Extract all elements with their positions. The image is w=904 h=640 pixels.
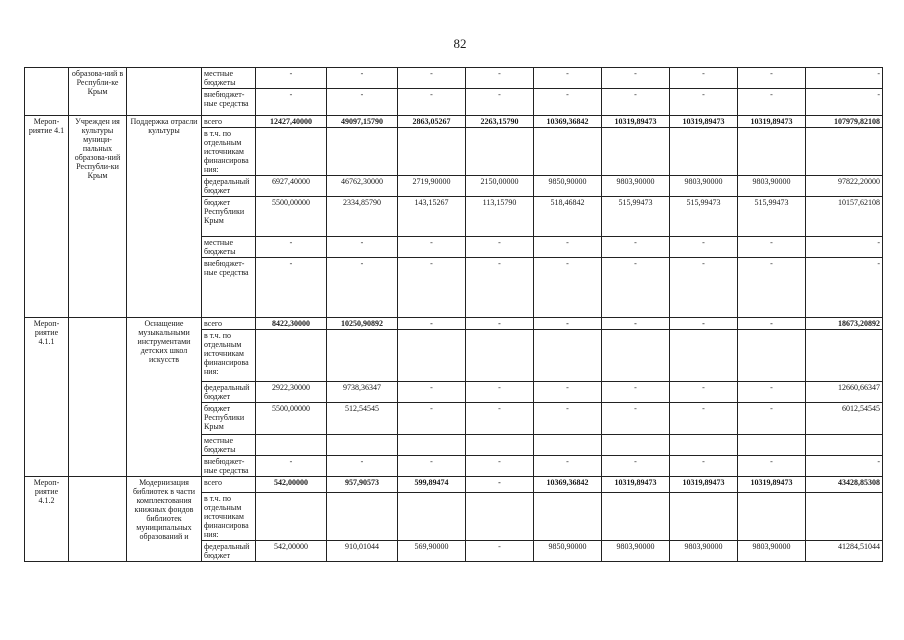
amount-cell: 569,90000 — [398, 541, 466, 562]
amount-cell: - — [466, 68, 534, 89]
amount-cell: 512,54545 — [327, 403, 398, 435]
amount-cell: - — [738, 258, 806, 318]
amount-cell — [398, 330, 466, 382]
amount-cell — [327, 493, 398, 541]
amount-cell: - — [466, 258, 534, 318]
amount-cell: - — [670, 89, 738, 116]
funding-source: местные бюджеты — [202, 237, 256, 258]
amount-cell — [256, 493, 327, 541]
amount-cell: - — [738, 68, 806, 89]
amount-cell: - — [534, 456, 602, 477]
amount-cell: 542,00000 — [256, 541, 327, 562]
activity-name: Мероп-риятие 4.1 — [25, 116, 69, 318]
amount-cell: 10319,89473 — [602, 116, 670, 128]
amount-cell — [738, 330, 806, 382]
amount-cell: 515,99473 — [602, 197, 670, 237]
amount-cell: - — [327, 68, 398, 89]
amount-cell: 143,15267 — [398, 197, 466, 237]
amount-cell — [806, 330, 883, 382]
funding-source: в т.ч. по отдельным источникам финансирова ния: — [202, 330, 256, 382]
amount-cell: 9803,90000 — [602, 176, 670, 197]
amount-cell: 2150,00000 — [466, 176, 534, 197]
amount-cell: - — [398, 237, 466, 258]
page-number: 82 — [453, 36, 467, 51]
amount-cell — [534, 493, 602, 541]
amount-cell — [398, 128, 466, 176]
amount-cell: 46762,30000 — [327, 176, 398, 197]
amount-cell: 2863,05267 — [398, 116, 466, 128]
amount-cell: - — [602, 403, 670, 435]
amount-cell: - — [327, 456, 398, 477]
activity-executor: Учрежден ия культуры муници-пальных образова-ний Республи-ки Крым — [69, 116, 127, 318]
activity-executor: образова-ний в Республи-ке Крым — [69, 68, 127, 116]
amount-cell: 9738,36347 — [327, 382, 398, 403]
amount-cell: - — [398, 89, 466, 116]
table-row — [25, 477, 883, 493]
amount-cell: 9850,90000 — [534, 176, 602, 197]
amount-cell: - — [670, 237, 738, 258]
amount-cell: - — [398, 318, 466, 330]
amount-cell: - — [466, 541, 534, 562]
activity-task: Модернизация библиотек в части комплектования книжных фондов библиотек муниципальных образований и — [127, 477, 202, 562]
amount-cell: - — [466, 456, 534, 477]
amount-cell: 9850,90000 — [534, 541, 602, 562]
amount-cell: - — [806, 237, 883, 258]
amount-cell: 542,00000 — [256, 477, 327, 493]
amount-cell: 41284,51044 — [806, 541, 883, 562]
amount-cell: - — [670, 68, 738, 89]
amount-cell — [327, 128, 398, 176]
amount-cell: - — [534, 68, 602, 89]
amount-cell: 515,99473 — [738, 197, 806, 237]
amount-cell — [327, 435, 398, 456]
amount-cell: - — [738, 456, 806, 477]
amount-cell: 8422,30000 — [256, 318, 327, 330]
table-row — [25, 116, 883, 128]
amount-cell: 18673,20892 — [806, 318, 883, 330]
amount-cell: - — [534, 89, 602, 116]
amount-cell: - — [256, 456, 327, 477]
funding-source: федеральный бюджет — [202, 176, 256, 197]
amount-cell: 2719,90000 — [398, 176, 466, 197]
amount-cell — [738, 128, 806, 176]
amount-cell — [534, 330, 602, 382]
amount-cell — [670, 128, 738, 176]
funding-source: в т.ч. по отдельным источникам финансирова ния: — [202, 493, 256, 541]
amount-cell: - — [670, 456, 738, 477]
amount-cell: 9803,90000 — [602, 541, 670, 562]
amount-cell: 12660,66347 — [806, 382, 883, 403]
amount-cell: - — [398, 456, 466, 477]
funding-source: бюджет Республики Крым — [202, 197, 256, 237]
amount-cell: - — [738, 382, 806, 403]
amount-cell: - — [738, 237, 806, 258]
amount-cell: 2922,30000 — [256, 382, 327, 403]
amount-cell: 2263,15790 — [466, 116, 534, 128]
amount-cell — [602, 493, 670, 541]
amount-cell: 97822,20000 — [806, 176, 883, 197]
amount-cell — [534, 128, 602, 176]
amount-cell: 957,90573 — [327, 477, 398, 493]
amount-cell: 107979,82108 — [806, 116, 883, 128]
amount-cell: - — [670, 382, 738, 403]
amount-cell: 9803,90000 — [670, 541, 738, 562]
amount-cell — [256, 128, 327, 176]
amount-cell: - — [670, 318, 738, 330]
amount-cell: - — [466, 89, 534, 116]
amount-cell: - — [602, 382, 670, 403]
table-row — [25, 68, 883, 89]
funding-source: внебюджет-ные средства — [202, 456, 256, 477]
funding-source: всего — [202, 477, 256, 493]
amount-cell: - — [602, 89, 670, 116]
amount-cell — [256, 330, 327, 382]
amount-cell — [738, 435, 806, 456]
amount-cell: - — [256, 68, 327, 89]
funding-source: всего — [202, 116, 256, 128]
amount-cell: - — [602, 456, 670, 477]
activity-task: Оснащение музыкальными инструментами детских школ искусств — [127, 318, 202, 477]
amount-cell: 5500,00000 — [256, 197, 327, 237]
amount-cell: - — [256, 89, 327, 116]
amount-cell: - — [466, 403, 534, 435]
amount-cell: 10319,89473 — [602, 477, 670, 493]
funding-table — [24, 67, 883, 562]
amount-cell: 10250,90892 — [327, 318, 398, 330]
amount-cell: - — [806, 456, 883, 477]
amount-cell: 9803,90000 — [738, 541, 806, 562]
amount-cell: - — [738, 403, 806, 435]
funding-source: в т.ч. по отдельным источникам финансирова ния: — [202, 128, 256, 176]
amount-cell — [466, 435, 534, 456]
amount-cell: 10319,89473 — [738, 116, 806, 128]
activity-executor — [69, 318, 127, 477]
amount-cell: - — [466, 477, 534, 493]
amount-cell: 113,15790 — [466, 197, 534, 237]
amount-cell: 515,99473 — [670, 197, 738, 237]
amount-cell: 10319,89473 — [670, 477, 738, 493]
activity-executor — [69, 477, 127, 562]
funding-source: всего — [202, 318, 256, 330]
funding-source: внебюджет-ные средства — [202, 258, 256, 318]
amount-cell — [602, 435, 670, 456]
table-row — [25, 318, 883, 330]
amount-cell — [602, 330, 670, 382]
amount-cell: 10319,89473 — [738, 477, 806, 493]
amount-cell: - — [466, 237, 534, 258]
amount-cell: 10157,62108 — [806, 197, 883, 237]
amount-cell — [806, 435, 883, 456]
amount-cell — [670, 435, 738, 456]
amount-cell: 10369,36842 — [534, 477, 602, 493]
amount-cell: 9803,90000 — [670, 176, 738, 197]
amount-cell: - — [534, 382, 602, 403]
amount-cell — [806, 128, 883, 176]
amount-cell — [466, 128, 534, 176]
amount-cell — [466, 493, 534, 541]
activity-task: Поддержка отрасли культуры — [127, 116, 202, 318]
amount-cell — [466, 330, 534, 382]
funding-source: внебюджет-ные средства — [202, 89, 256, 116]
amount-cell: - — [256, 237, 327, 258]
amount-cell: 10319,89473 — [670, 116, 738, 128]
amount-cell — [670, 493, 738, 541]
amount-cell: - — [806, 68, 883, 89]
amount-cell: - — [602, 258, 670, 318]
amount-cell — [806, 493, 883, 541]
amount-cell: - — [670, 258, 738, 318]
amount-cell: - — [738, 89, 806, 116]
amount-cell — [670, 330, 738, 382]
amount-cell: - — [534, 403, 602, 435]
amount-cell: - — [256, 258, 327, 318]
amount-cell: - — [398, 258, 466, 318]
amount-cell: - — [466, 382, 534, 403]
amount-cell: - — [602, 68, 670, 89]
amount-cell — [602, 128, 670, 176]
amount-cell — [534, 435, 602, 456]
amount-cell — [398, 435, 466, 456]
amount-cell — [256, 435, 327, 456]
table-body — [25, 68, 883, 562]
activity-name: Мероп-риятие 4.1.2 — [25, 477, 69, 562]
amount-cell: 6012,54545 — [806, 403, 883, 435]
amount-cell: - — [738, 318, 806, 330]
funding-source: федеральный бюджет — [202, 541, 256, 562]
amount-cell: - — [534, 258, 602, 318]
amount-cell — [327, 330, 398, 382]
amount-cell: 518,46842 — [534, 197, 602, 237]
amount-cell — [398, 493, 466, 541]
amount-cell: - — [534, 318, 602, 330]
amount-cell: - — [602, 237, 670, 258]
activity-task — [127, 68, 202, 116]
amount-cell: - — [327, 237, 398, 258]
activity-name: Мероп-риятие 4.1.1 — [25, 318, 69, 477]
amount-cell: - — [534, 237, 602, 258]
amount-cell: - — [806, 89, 883, 116]
amount-cell: - — [327, 258, 398, 318]
amount-cell: 49097,15790 — [327, 116, 398, 128]
funding-source: бюджет Республики Крым — [202, 403, 256, 435]
amount-cell: - — [466, 318, 534, 330]
funding-source: местные бюджеты — [202, 68, 256, 89]
amount-cell: - — [670, 403, 738, 435]
amount-cell: - — [398, 68, 466, 89]
amount-cell — [738, 493, 806, 541]
funding-source: федеральный бюджет — [202, 382, 256, 403]
amount-cell: 9803,90000 — [738, 176, 806, 197]
funding-source: местные бюджеты — [202, 435, 256, 456]
amount-cell: - — [398, 382, 466, 403]
activity-name — [25, 68, 69, 116]
amount-cell: 10369,36842 — [534, 116, 602, 128]
amount-cell: - — [327, 89, 398, 116]
amount-cell: 43428,85308 — [806, 477, 883, 493]
amount-cell: 5500,00000 — [256, 403, 327, 435]
amount-cell: - — [602, 318, 670, 330]
amount-cell: 2334,85790 — [327, 197, 398, 237]
amount-cell: - — [398, 403, 466, 435]
amount-cell: 599,89474 — [398, 477, 466, 493]
amount-cell: 910,01044 — [327, 541, 398, 562]
amount-cell: 12427,40000 — [256, 116, 327, 128]
amount-cell: - — [806, 258, 883, 318]
amount-cell: 6927,40000 — [256, 176, 327, 197]
